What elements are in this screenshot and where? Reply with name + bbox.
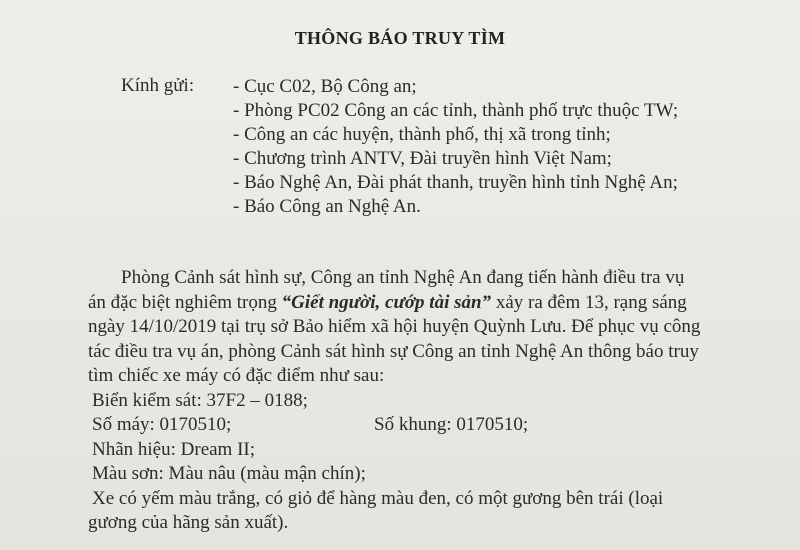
notice-body (88, 266, 788, 536)
paragraph-line (88, 291, 788, 316)
recipients-label: Kính gửi: (121, 75, 195, 96)
recipient-item: - Cục C02, Bộ Công an; (233, 76, 417, 97)
engine-number: Số máy: 0170510; (92, 414, 232, 435)
paragraph-line: tìm chiếc xe máy có đặc điểm như sau: (88, 365, 385, 386)
recipient-item: - Phòng PC02 Công an các tỉnh, thành phố trực thuộc TW; (233, 100, 679, 121)
recipient-item: - Công an các huyện, thành phố, thị xã trong tỉnh; (233, 124, 611, 145)
vehicle-description: gương của hãng sản xuất). (88, 512, 289, 533)
recipient-item: - Báo Công an Nghệ An. (233, 196, 421, 217)
vehicle-brand: Nhãn hiệu: Dream II; (92, 438, 256, 460)
crime-name: “Giết người, cướp tài sản” (281, 291, 492, 313)
vehicle-color: Màu sơn: Màu nâu (màu mận chín); (92, 463, 366, 484)
paragraph-line: Phòng Cảnh sát hình sự, Công an tỉnh Nghệ An đang tiến hành điều tra vụ (121, 267, 685, 288)
engine-frame-row (88, 413, 529, 438)
recipient-item: - Báo Nghệ An, Đài phát thanh, truyền hình tỉnh Nghệ An; (233, 172, 678, 193)
plate-number: Biển kiểm sát: 37F2 – 0188; (92, 389, 308, 411)
recipient-item: - Chương trình ANTV, Đài truyền hình Việt Nam; (233, 148, 612, 169)
paragraph-text: án đặc biệt nghiêm trọng (88, 291, 282, 313)
vehicle-description: Xe có yếm màu trắng, có giỏ để hàng màu đen, có một gương bên trái (loại (92, 487, 664, 509)
paragraph-line: tác điều tra vụ án, phòng Cảnh sát hình sự Công an tỉnh Nghệ An thông báo truy (88, 340, 699, 362)
document-title: THÔNG BÁO TRUY TÌM (294, 28, 506, 48)
recipients-list (233, 75, 678, 219)
paragraph-text: xảy ra đêm 13, rạng sáng (491, 291, 687, 313)
paragraph-line: ngày 14/10/2019 tại trụ sở Bảo hiểm xã hội huyện Quỳnh Lưu. Để phục vụ công (88, 316, 701, 337)
frame-number: Số khung: 0170510; (374, 414, 529, 435)
